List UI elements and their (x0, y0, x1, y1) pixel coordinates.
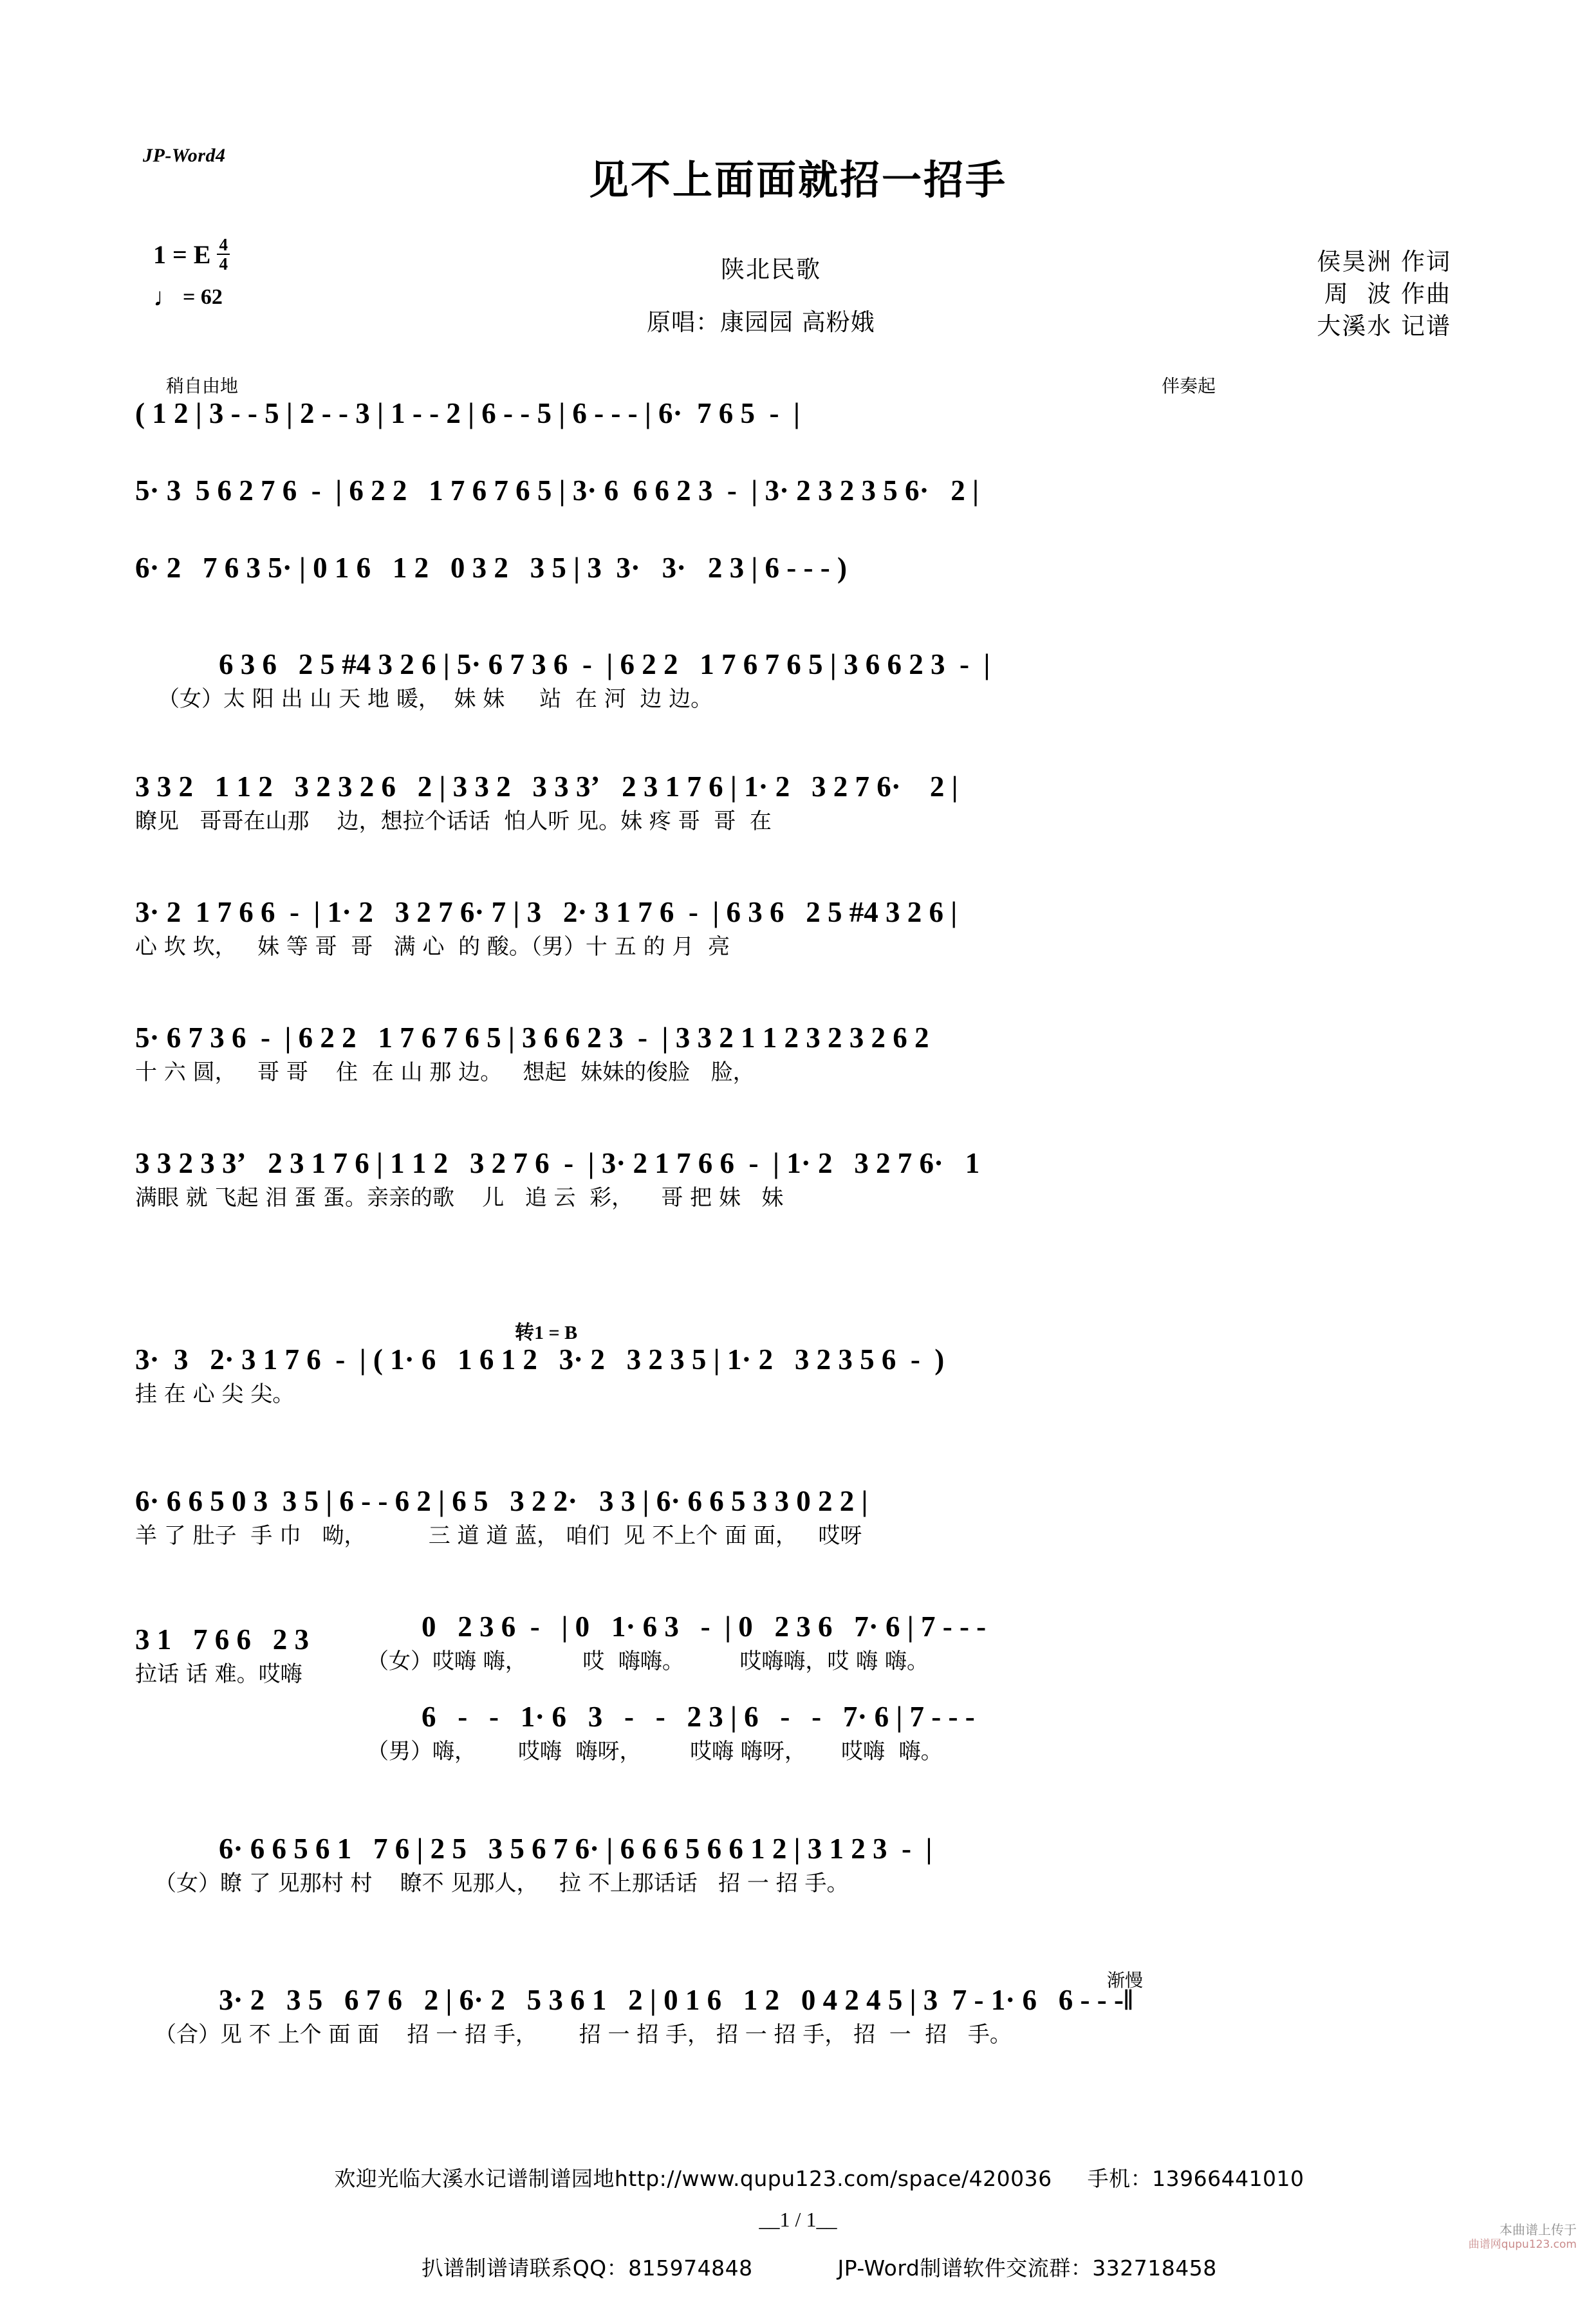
watermark-line-2: 曲谱网qupu123.com (1468, 2237, 1577, 2251)
lyricist-credit: 侯昊洲 作词 (1317, 248, 1451, 275)
notation-row: 3· 2 3 5 6 7 6 2 | 6· 2 5 3 6 1 2 | 0 1 6 1 2 0 4 2 4 5 | 3 7 - 1· 6 6 - - -‖ (219, 1984, 1133, 2016)
notation-row: 6· 6 6 5 0 3 3 5 | 6 - - 6 2 | 6 5 3 2 2· 3 3 | 6· 6 6 5 3 3 0 2 2 | (135, 1485, 868, 1517)
lyrics-row: （合）见 不 上个 面 面 招 一 招 手， 招 一 招 手， 招 一 招 手， 招 一 招 手。 (154, 2022, 1012, 2048)
staff-line-12 (154, 1833, 1596, 1896)
lyrics-row: 羊 了 肚子 手 巾 呦， 三 道 道 蓝， 咱们 见 不上个 面 面， 哎呀 (135, 1523, 862, 1549)
notation-row: 5· 6 7 3 6 - | 6 2 2 1 7 6 7 6 5 | 3 6 6 2 3 - | 3 3 2 1 1 2 3 2 3 2 6 2 (135, 1022, 929, 1054)
credits-block (1317, 246, 1451, 342)
original-singers: 原唱：康园园 高粉娥 (647, 308, 875, 336)
modulation-marking: 转1 = B (515, 1322, 578, 1343)
ritardando-marking: 渐慢 (1107, 1970, 1144, 1991)
staff-line-8 (135, 1149, 1596, 1209)
site-link[interactable]: 欢迎光临大溪水记谱制谱园地http://www.qupu123.com/space/420036 (334, 2166, 1052, 2191)
notation-row: 0 2 3 6 - | 0 1· 6 3 - | 0 2 3 6 7· 6 | 7 - - - (422, 1611, 987, 1643)
quarter-note-icon: ♩ (153, 282, 179, 312)
lyrics-row: 满眼 就 飞起 泪 蛋 蛋。亲亲的歌 儿 追 云 彩， 哥 把 妹 妹 (135, 1185, 784, 1211)
expression-marking: 稍自由地 (166, 375, 239, 397)
notation-row: 6· 6 6 5 6 1 7 6 | 2 5 3 5 6 7 6· | 6 6 6 5 6 6 1 2 | 3 1 2 3 - | (219, 1833, 933, 1865)
composer-credit: 周 波 作曲 (1324, 279, 1451, 308)
footer-row-1 (0, 2137, 1596, 2218)
time-signature-denominator: 4 (219, 254, 228, 274)
time-signature-numerator: 4 (217, 236, 230, 255)
notation-row: 3· 3 2· 3 1 7 6 - | ( 1· 6 1 6 1 2 3· 2 3 2 3 5 | 1· 2 3 2 3 5 6 - ) (135, 1343, 945, 1376)
staff-line-11-lower-voice (367, 1701, 1596, 1764)
transcriber-credit: 大溪水 记谱 (1317, 312, 1451, 340)
tempo-value: = 62 (183, 285, 223, 309)
software-tag: JP-Word4 (143, 145, 226, 166)
page-number: __1 / 1__ (759, 2208, 837, 2231)
notation-row: 6· 2 7 6 3 5· | 0 1 6 1 2 0 3 2 3 5 | 3 3· 3· 2 3 | 6 - - - ) (135, 552, 847, 584)
staff-line-2 (135, 476, 1596, 505)
qq-contact: 扒谱制谱请联系QQ：815974848 (422, 2255, 753, 2281)
watermark-line-1: 本曲谱上传于 (1499, 2221, 1577, 2237)
key-tempo-block (153, 235, 230, 312)
lyrics-row: 瞭见 哥哥在山那 边，想拉个话话 怕人听 见。妹 疼 哥 哥 在 (135, 808, 772, 834)
notation-row: 6 - - 1· 6 3 - - 2 3 | 6 - - 7· 6 | 7 - - - (422, 1701, 975, 1733)
time-signature (217, 236, 230, 274)
staff-line-10 (135, 1487, 1596, 1547)
page-title: 见不上面面就招一招手 (588, 156, 1007, 203)
footer-row-2 (0, 2227, 1596, 2307)
staff-line-4 (158, 648, 1596, 712)
genre-label: 陕北民歌 (721, 256, 821, 283)
staff-line-11-upper-voice (367, 1611, 1596, 1674)
staff-line-5 (135, 772, 1596, 832)
lyrics-row: 十 六 圆， 哥 哥 住 在 山 那 边。 想起 妹妹的俊脸 脸， (135, 1060, 755, 1085)
staff-line-1 (135, 399, 1596, 428)
lyrics-row: 心 坎 坎， 妹 等 哥 哥 满 心 的 酸。（男）十 五 的 月 亮 (135, 934, 730, 960)
lyrics-row: 挂 在 心 尖 尖。 (135, 1381, 295, 1407)
notation-row: 3 1 7 6 6 2 3 (135, 1623, 309, 1656)
notation-row: ( 1 2 | 3 - - 5 | 2 - - 3 | 1 - - 2 | 6 - - 5 | 6 - - - | 6· 7 6 5 - | (135, 397, 800, 429)
key-signature: 1 = E (153, 240, 211, 269)
software-group: JP-Word制谱软件交流群：332718458 (837, 2255, 1217, 2281)
lyrics-row: （男）嗨， 哎嗨 嗨呀， 哎嗨 嗨呀， 哎嗨 嗨。 (367, 1739, 943, 1764)
lyrics-row: （女）瞭 了 见那村 村 瞭不 见那人， 拉 不上那话话 招 一 招 手。 (154, 1871, 849, 1896)
watermark (1469, 2222, 1577, 2252)
lyrics-row: 拉话 话 难。哎嗨 (135, 1661, 302, 1687)
staff-line-6 (135, 898, 1596, 958)
tempo-marking (153, 282, 230, 312)
notation-row: 3· 2 1 7 6 6 - | 1· 2 3 2 7 6· 7 | 3 2· 3 1 7 6 - | 6 3 6 2 5 #4 3 2 6 | (135, 896, 958, 928)
staff-line-13 (154, 1984, 1596, 2048)
notation-row: 6 3 6 2 5 #4 3 2 6 | 5· 6 7 3 6 - | 6 2 2 1 7 6 7 6 5 | 3 6 6 2 3 - | (219, 648, 990, 680)
notation-row: 5· 3 5 6 2 7 6 - | 6 2 2 1 7 6 7 6 5 | 3· 6 6 6 2 3 - | 3· 2 3 2 3 5 6· 2 | (135, 474, 979, 507)
accompaniment-marking: 伴奏起 (1162, 375, 1216, 397)
staff-line-3 (135, 554, 1596, 583)
lyrics-row: （女）哎嗨 嗨， 哎 嗨嗨。 哎嗨嗨，哎 嗨 嗨。 (367, 1648, 929, 1674)
notation-row: 3 3 2 3 3ʼ 2 3 1 7 6 | 1 1 2 3 2 7 6 - | 3· 2 1 7 6 6 - | 1· 2 3 2 7 6· 1 (135, 1147, 980, 1179)
staff-line-7 (135, 1023, 1596, 1083)
lyrics-row: （女）太 阳 出 山 天 地 暖， 妹 妹 站 在 河 边 边。 (158, 686, 713, 712)
notation-row: 3 3 2 1 1 2 3 2 3 2 6 2 | 3 3 2 3 3 3ʼ 2 3 1 7 6 | 1· 2 3 2 7 6· 2 | (135, 770, 958, 803)
staff-line-9 (135, 1345, 1596, 1405)
phone-number: 手机：13966441010 (1087, 2166, 1304, 2191)
